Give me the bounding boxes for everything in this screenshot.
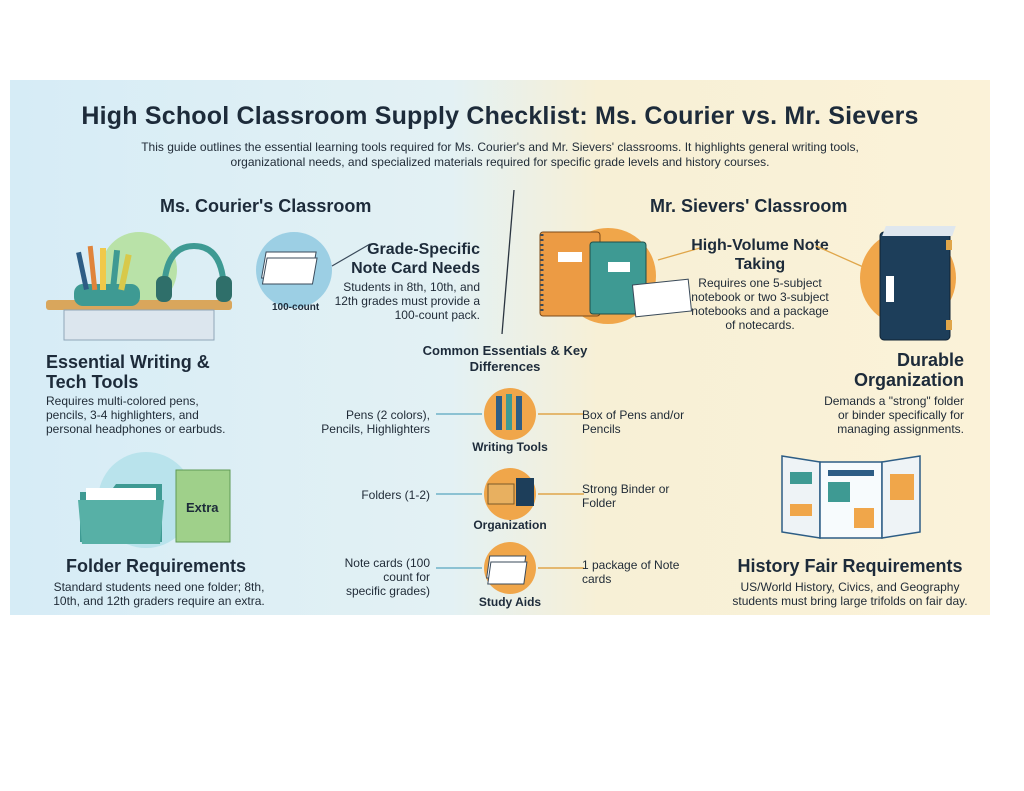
common-row-3-label: Study Aids bbox=[478, 595, 542, 609]
note-cards-title: Grade-Specific Note Card Needs bbox=[351, 241, 480, 277]
courier-heading: Ms. Courier's Classroom bbox=[160, 196, 372, 216]
common-row-2-left: Folders (1-2) bbox=[361, 488, 430, 502]
writing-tools-icon bbox=[436, 386, 606, 446]
extra-folder-label: Extra bbox=[186, 500, 219, 515]
durable-organization-text: Demands a "strong" folder or binder specifically for managing assignments. bbox=[824, 394, 964, 436]
note-taking-text: Requires one 5-subject notebook or two 3-subject notebooks and a package of notecards. bbox=[691, 276, 829, 332]
sievers-heading: Mr. Sievers' Classroom bbox=[650, 196, 848, 216]
common-row-3-left: Note cards (100 count for specific grades) bbox=[344, 556, 430, 598]
study-aids-icon bbox=[436, 540, 606, 600]
notebooks-icon bbox=[530, 220, 700, 330]
common-row-1-left: Pens (2 colors), Pencils, Highlighters bbox=[321, 408, 430, 436]
note-cards-text: Students in 8th, 10th, and 12th grades must provide a 100-count pack. bbox=[334, 280, 480, 322]
note-taking-title: High-Volume Note Taking bbox=[691, 237, 829, 273]
page-title: High School Classroom Supply Checklist: Ms. Courier vs. Mr. Sievers bbox=[81, 102, 919, 130]
common-heading: Common Essentials & Key Differences bbox=[422, 343, 588, 374]
folders-icon bbox=[76, 450, 256, 560]
durable-organization-title: Durable Organization bbox=[853, 350, 964, 390]
infographic-poster bbox=[10, 80, 990, 615]
column-divider bbox=[498, 188, 518, 338]
common-row-1-label: Writing Tools bbox=[472, 440, 548, 454]
writing-tools-text: Requires multi-colored pens, pencils, 3-4 highlighters, and personal headphones or earbuds. bbox=[46, 394, 226, 436]
organization-icon bbox=[436, 466, 606, 526]
trifold-icon bbox=[776, 452, 926, 548]
page-subtitle: This guide outlines the essential learning tools required for Ms. Courier's and Mr. Sievers' classrooms. It highlights general writing tools, organizational needs, and specialized materials required for specific grade levels and history courses. bbox=[141, 140, 859, 169]
common-row-1-right: Box of Pens and/or Pencils bbox=[582, 408, 685, 436]
common-row-2-label: Organization bbox=[473, 518, 547, 532]
common-row-3-right: 1 package of Note cards bbox=[582, 558, 680, 586]
note-cards-badge: 100-count bbox=[272, 302, 320, 313]
binder-icon bbox=[830, 220, 980, 350]
common-row-2-right: Strong Binder or Folder bbox=[582, 482, 670, 510]
desk-supplies-icon bbox=[44, 224, 244, 344]
history-fair-title: History Fair Requirements bbox=[737, 556, 963, 576]
writing-tools-title: Essential Writing & Tech Tools bbox=[46, 352, 210, 392]
folder-requirements-title: Folder Requirements bbox=[65, 556, 247, 576]
history-fair-text: US/World History, Civics, and Geography students must bring large trifolds on fair day. bbox=[732, 580, 968, 608]
folder-requirements-text: Standard students need one folder; 8th, 10th, and 12th graders require an extra. bbox=[53, 580, 265, 608]
